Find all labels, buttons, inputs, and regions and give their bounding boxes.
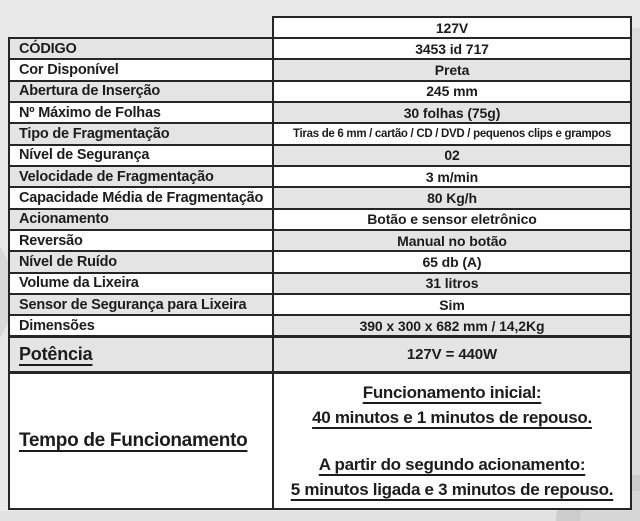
- spec-table-label-column: [8, 37, 274, 510]
- table-row: [274, 103, 630, 124]
- runtime-line: Funcionamento inicial:: [362, 383, 542, 403]
- table-row: [10, 82, 272, 103]
- table-row: [10, 60, 272, 81]
- table-row: [10, 124, 272, 145]
- page-shadow-right: [632, 28, 640, 521]
- table-row: [10, 210, 272, 231]
- row-value: 245 mm: [426, 83, 478, 100]
- table-row: [10, 39, 272, 60]
- row-value: 3 m/min: [425, 168, 479, 185]
- row-label: Abertura de Inserção: [19, 83, 161, 100]
- table-row: [274, 124, 630, 145]
- table-row: [274, 167, 630, 188]
- power-value: 127V = 440W: [406, 346, 498, 364]
- row-label: Cor Disponível: [19, 62, 119, 79]
- row-value: 31 litros: [425, 275, 479, 292]
- row-label: Dimensões: [19, 317, 95, 334]
- row-label: Nível de Ruído: [19, 254, 117, 271]
- table-row: [274, 295, 630, 316]
- voltage-header: 127V: [435, 19, 469, 36]
- row-label: Nº Máximo de Folhas: [19, 104, 161, 121]
- row-value: 65 db (A): [422, 254, 482, 271]
- table-row: [10, 146, 272, 167]
- table-row: [274, 252, 630, 273]
- row-label: Nível de Segurança: [19, 147, 150, 164]
- runtime-row: [274, 374, 630, 508]
- row-value: 80 Kg/h: [427, 190, 477, 207]
- table-row: [274, 60, 630, 81]
- page-shadow-bottom: [0, 511, 640, 521]
- row-value: Tiras de 6 mm / cartão / CD / DVD / pequenos clips e grampos: [293, 128, 611, 141]
- table-row: [274, 231, 630, 252]
- table-row: [10, 295, 272, 316]
- runtime-line: 40 minutos e 1 minutos de repouso.: [312, 408, 592, 428]
- row-label: Velocidade de Fragmentação: [19, 168, 214, 185]
- row-label: CÓDIGO: [19, 40, 77, 57]
- table-row: [274, 82, 630, 103]
- spec-table-value-column: [272, 16, 632, 510]
- power-label: Potência: [19, 344, 93, 365]
- power-row: [274, 338, 630, 374]
- table-row: [274, 146, 630, 167]
- table-row: [10, 103, 272, 124]
- row-label: Volume da Lixeira: [19, 275, 139, 292]
- row-value: 30 folhas (75g): [403, 104, 501, 121]
- row-label: Capacidade Média de Fragmentação: [19, 190, 264, 207]
- power-row: [10, 338, 272, 374]
- row-value: Botão e sensor eletrônico: [367, 211, 537, 228]
- table-row: [10, 252, 272, 273]
- runtime-line: 5 minutos ligada e 3 minutos de repouso.: [290, 480, 614, 500]
- table-row: [10, 316, 272, 338]
- row-value: 3453 id 717: [415, 40, 489, 57]
- table-row: [10, 274, 272, 295]
- row-label: Tipo de Fragmentação: [19, 126, 170, 143]
- row-label: Reversão: [19, 232, 83, 249]
- runtime-row: [10, 374, 272, 508]
- table-row: [10, 188, 272, 209]
- table-row: [10, 167, 272, 188]
- runtime-line: A partir do segundo acionamento:: [318, 455, 586, 475]
- runtime-label: Tempo de Funcionamento: [19, 430, 248, 452]
- table-row: [274, 316, 630, 338]
- table-row: [274, 210, 630, 231]
- row-value: 390 x 300 x 682 mm / 14,2Kg: [359, 317, 545, 334]
- row-value: 02: [444, 147, 460, 164]
- voltage-header-row: [274, 18, 630, 39]
- row-value: Preta: [434, 62, 470, 79]
- table-row: [274, 274, 630, 295]
- row-value: Sim: [439, 296, 465, 313]
- row-value: Manual no botão: [397, 232, 507, 249]
- table-row: [274, 39, 630, 60]
- row-label: Acionamento: [19, 211, 109, 228]
- table-row: [10, 231, 272, 252]
- row-label: Sensor de Segurança para Lixeira: [19, 296, 247, 313]
- table-row: [274, 188, 630, 209]
